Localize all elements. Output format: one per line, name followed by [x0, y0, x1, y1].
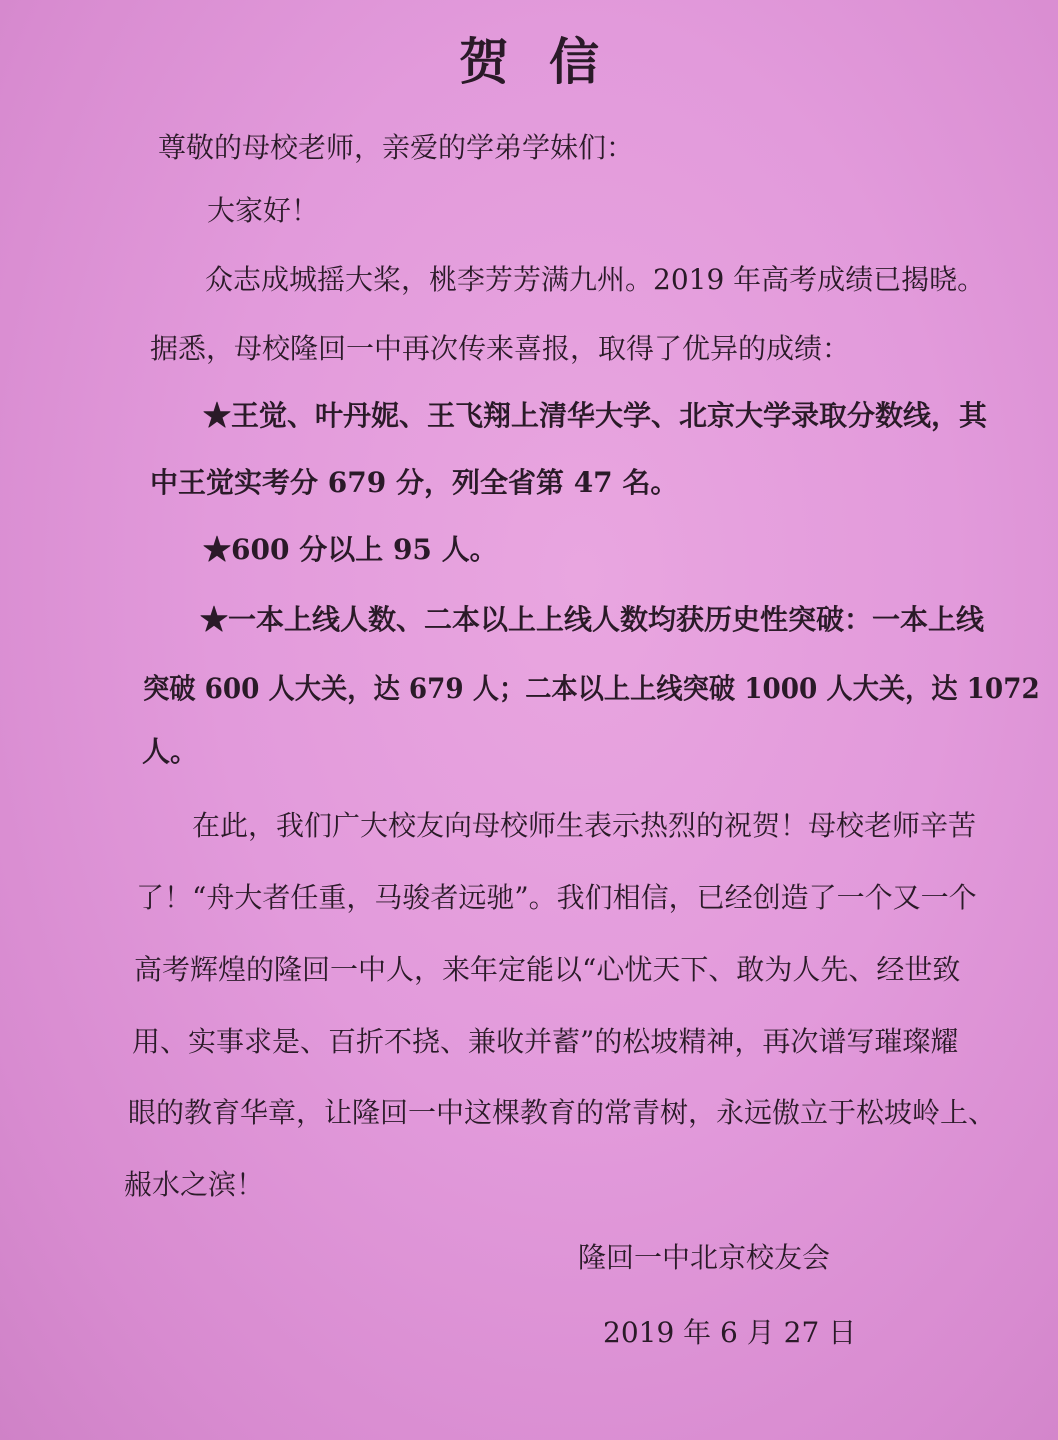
achievement-3-line-3: 人。 [142, 735, 199, 768]
signature: 隆回一中北京校友会 [578, 1241, 831, 1274]
closing-line-4: 用、实事求是、百折不挠、兼收并蓄”的松坡精神，再次谱写璀璨耀 [132, 1025, 959, 1058]
letter-title: 贺信 [459, 32, 639, 91]
intro-line-1: 众志成城摇大桨，桃李芳芳满九州。2019 年高考成绩已揭晓。 [205, 263, 986, 296]
achievement-3-line-1: ★一本上线人数、二本以上上线人数均获历史性突破：一本上线 [200, 603, 985, 636]
closing-line-6: 赧水之滨！ [124, 1168, 265, 1201]
achievement-1-line-1: ★王觉、叶丹妮、王飞翔上清华大学、北京大学录取分数线，其 [203, 399, 988, 432]
greeting: 尊敬的母校老师，亲爱的学弟学妹们： [158, 131, 635, 164]
closing-line-2: 了！“舟大者任重，马骏者远驰”。我们相信，已经创造了一个又一个 [136, 881, 977, 914]
achievement-1-line-2: 中王觉实考分 679 分，列全省第 47 名。 [150, 466, 679, 499]
closing-line-3: 高考辉煌的隆回一中人，来年定能以“心忧天下、敢为人先、经世致 [134, 953, 961, 986]
achievement-3-line-2: 突破 600 人大关，达 679 人；二本以上上线突破 1000 人大关，达 1072 [143, 672, 1040, 705]
intro-line-2: 据悉，母校隆回一中再次传来喜报，取得了优异的成绩： [150, 332, 851, 365]
closing-line-1: 在此，我们广大校友向母校师生表示热烈的祝贺！母校老师辛苦 [192, 809, 977, 842]
closing-line-5: 眼的教育华章，让隆回一中这棵教育的常青树，永远傲立于松坡岭上、 [128, 1096, 997, 1129]
letter-date: 2019 年 6 月 27 日 [603, 1316, 857, 1349]
achievement-2: ★600 分以上 95 人。 [203, 533, 498, 566]
hello: 大家好！ [207, 194, 320, 227]
